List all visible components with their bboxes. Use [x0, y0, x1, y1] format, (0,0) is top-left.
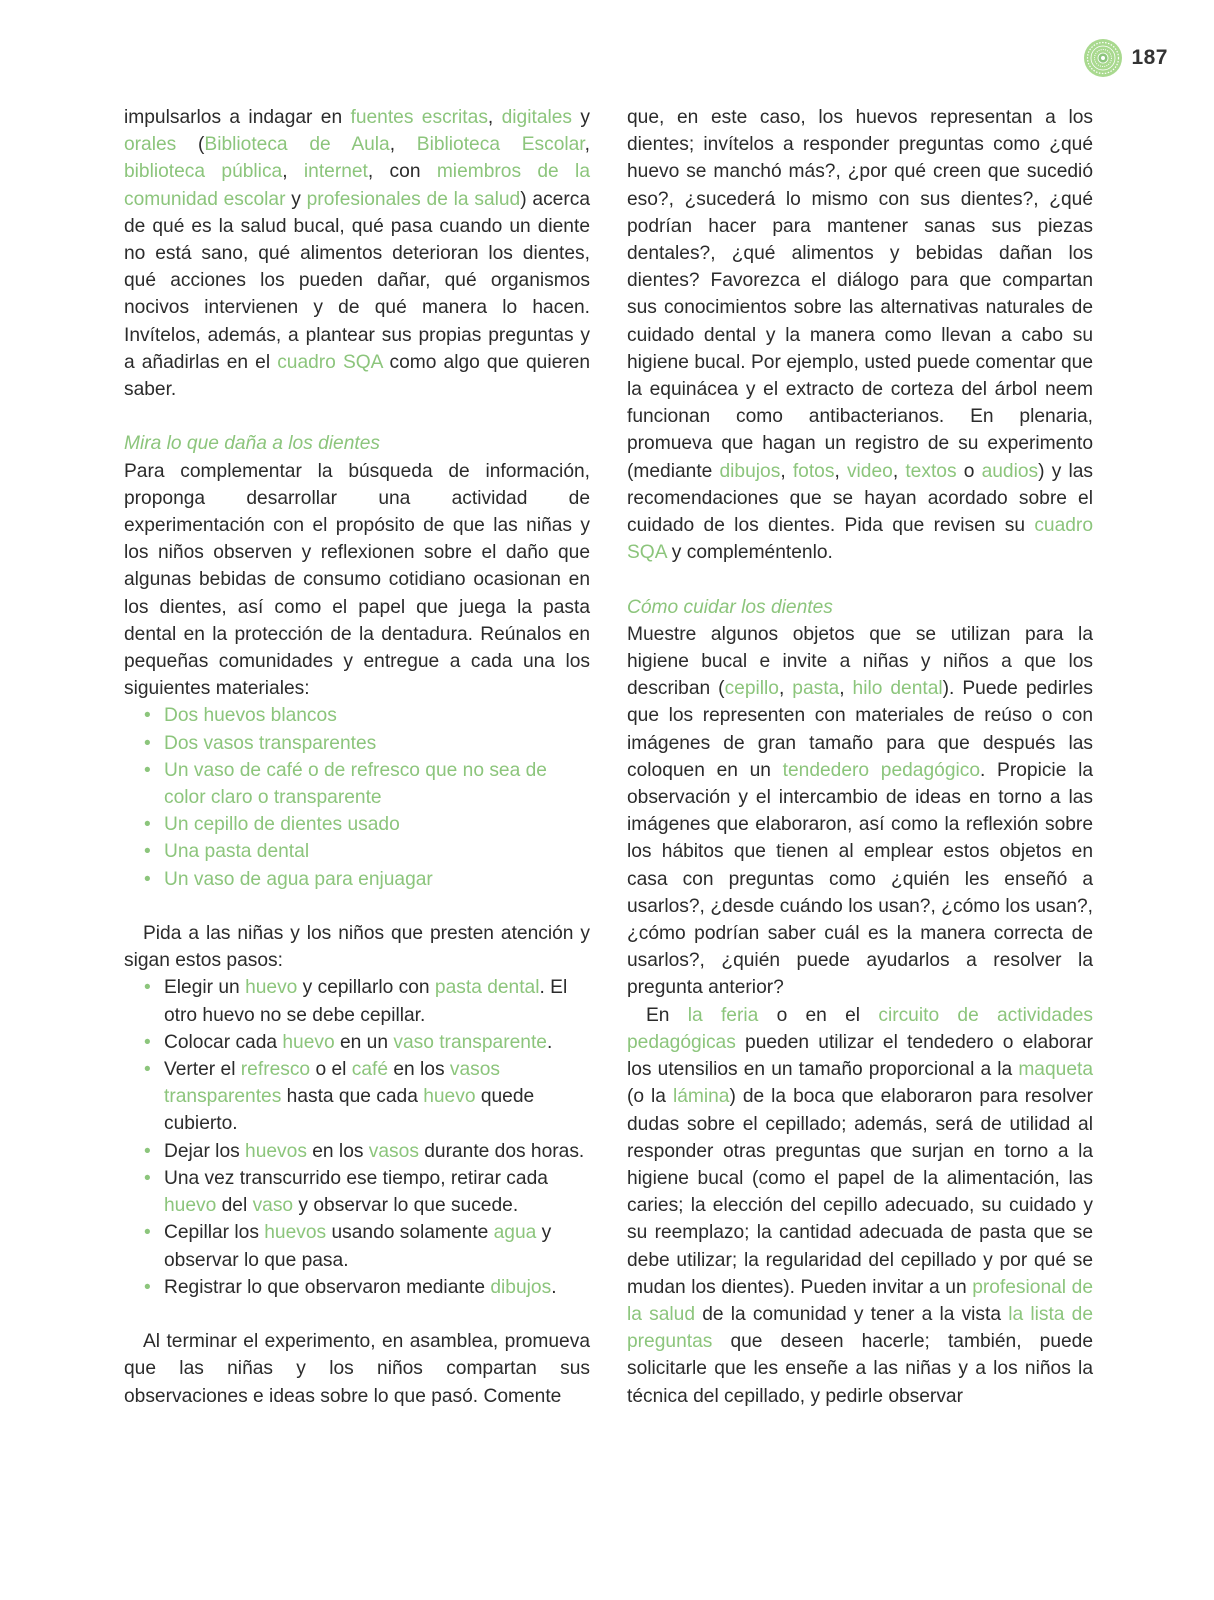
- list-item: [164, 1165, 590, 1219]
- text-run: y compleméntenlo.: [666, 542, 833, 564]
- highlighted-term: huevo: [164, 1195, 217, 1217]
- list-item: • Un vaso de agua para enjuagar: [164, 866, 590, 893]
- text-run: ). Puede pedirles que los representen con materiales de reúso o con imágenes de gran tamaño para que después las coloquen en un: [627, 678, 1094, 781]
- highlighted-term: hilo dental: [852, 678, 943, 700]
- text-run: . Propicie la observación y el intercambio de ideas en torno a las imágenes que elaboraron, así como la reflexión sobre los hábitos que tienen al emplear estos objetos en casa con preguntas como ¿quién les enseñó a usarlos?, ¿desde cuándo los usan?, ¿cómo los usan?, ¿cómo podrían saber cuál es la manera correcta de usarlos?, ¿quién puede ayudarlos a resolver la pregunta anterior?: [627, 759, 1093, 999]
- highlighted-term: vaso: [252, 1195, 294, 1217]
- list-item: [164, 1138, 590, 1165]
- text-run: pueden utilizar el tendedero o elaborar los utensilios en un tamaño proporcional a la: [627, 1031, 1093, 1081]
- text-run: En: [646, 1004, 688, 1026]
- text-run: ,: [389, 134, 417, 156]
- text-run: ,: [834, 460, 847, 482]
- highlighted-term: vasos: [368, 1140, 419, 1162]
- highlighted-term: miembros de la comunidad escolar: [124, 161, 590, 210]
- text-run: Colocar cada: [164, 1031, 283, 1053]
- text-run: Una vez transcurrido ese tiempo, retirar cada: [164, 1167, 548, 1189]
- text-run: y: [572, 107, 590, 128]
- text-run: ,: [282, 161, 304, 183]
- text-run: impulsarlos a indagar en: [124, 107, 351, 128]
- text-run: de la comunidad y tener a la vista: [695, 1303, 1009, 1325]
- paragraph: [124, 458, 590, 703]
- highlighted-term: huevos: [264, 1222, 327, 1244]
- text-run: en un: [334, 1031, 394, 1053]
- text-run: y: [285, 188, 307, 210]
- highlighted-term: Biblioteca Escolar: [416, 134, 585, 156]
- text-run: y observar lo que sucede.: [293, 1195, 519, 1217]
- text-run: o el: [310, 1059, 352, 1081]
- text-run: Cepillar los: [164, 1222, 265, 1244]
- text-run: en los: [306, 1140, 369, 1162]
- text-run: que, en este caso, los huevos representan a los dientes; invítelos a responder preguntas como ¿qué huevo se manchó más?, ¿por qué creen que sucedió eso?, ¿sucederá lo mismo con sus dientes?, ¿qué podrían hacer para mantener sanas sus piezas dentales?, ¿qué alimentos y bebidas dañan los dientes? Favorezca el diálogo para que compartan sus conocimientos sobre las alternativas naturales de cuidado dental y la manera como llevan a cabo su higiene bucal. Por ejemplo, usted puede comentar que la equinácea y el extracto de corteza del árbol neem funcionan como antibacterianos. En plenaria, promueva que hagan un registro de su experimento (mediante: [627, 107, 1093, 482]
- highlighted-term: biblioteca pública: [124, 161, 283, 183]
- text-run: y cepillarlo con: [297, 977, 435, 999]
- highlighted-term: cepillo: [724, 678, 779, 700]
- text-run: .: [546, 1031, 553, 1053]
- highlighted-term: agua: [493, 1222, 537, 1244]
- text-run: Para complementar la búsqueda de información, proponga desarrollar una actividad de experimentación con el propósito de que las niñas y los niños observen y reflexionen sobre el daño que algunas bebidas de consumo cotidiano ocasionan en los dientes, así como el papel que juega la pasta dental en la protección de la dentadura. Reúnalos en pequeñas comunidades y entregue a cada una los siguientes materiales:: [124, 460, 590, 700]
- text-run: o en el: [758, 1004, 879, 1026]
- text-run: Al terminar el experimento, en asamblea, promueva que las niñas y los niños compartan sus observaciones e ideas sobre lo que pasó. Comente: [124, 1331, 590, 1407]
- paragraph: [124, 104, 590, 403]
- text-run: ) y las recomendaciones que se hayan acordado sobre el cuidado de los dientes. Pida que revisen su: [627, 460, 1093, 537]
- text-run: como algo que quieren saber.: [124, 351, 591, 401]
- list-item: [164, 1219, 590, 1273]
- highlighted-term: dibujos: [490, 1276, 552, 1298]
- section-subtitle: Mira lo que daña a los dientes: [124, 433, 380, 455]
- text-run: Elegir un: [164, 977, 246, 999]
- text-run: ,: [584, 134, 590, 156]
- text-run: hasta que cada: [281, 1086, 424, 1108]
- text-run: Dejar los: [164, 1140, 246, 1162]
- highlighted-term: digitales: [501, 107, 573, 128]
- text-run: y observar lo que pasa.: [164, 1222, 552, 1271]
- highlighted-term: la feria: [687, 1004, 759, 1026]
- paragraph: [124, 920, 590, 974]
- list-item: • Un vaso de café o de refresco que no sea de color claro o transparente: [164, 757, 590, 811]
- highlighted-term: cuadro SQA: [627, 515, 1093, 564]
- text-run: , con: [367, 161, 437, 183]
- text-run: (o la: [627, 1086, 673, 1108]
- highlighted-term: café: [351, 1059, 388, 1081]
- materials-list: [124, 702, 590, 892]
- highlighted-term: tendedero pedagógico: [782, 759, 981, 781]
- paragraph: [627, 104, 1093, 566]
- highlighted-term: fotos: [792, 460, 835, 482]
- page-number: 187: [1131, 46, 1168, 69]
- text-run: . El otro huevo no se debe cepillar.: [164, 977, 568, 1026]
- highlighted-term: pasta: [792, 678, 840, 700]
- left-column: [124, 104, 590, 1410]
- paragraph: [627, 621, 1093, 1002]
- text-run: ) de la boca que elaboraron para resolver dudas sobre el cepillado; además, será de utilidad al responder otras preguntas que surjan en torno a la higiene bucal (como el papel de la alimentación, las caries; la elección del cepillo adecuado, su cuidado y su reemplazo; la cantidad adecuada de pasta que se debe utilizar; la regularidad del cepillado y por qué se mudan los dientes). Pueden invitar a un: [627, 1086, 1093, 1298]
- highlighted-term: internet: [303, 161, 368, 183]
- list-item: [164, 1056, 590, 1138]
- highlighted-term: vaso transparente: [393, 1031, 547, 1053]
- text-run: ,: [778, 678, 793, 700]
- list-item: • Dos huevos blancos: [164, 702, 590, 729]
- decorative-seal-icon: [1083, 38, 1123, 78]
- page-header: [1083, 38, 1168, 78]
- text-run: usando solamente: [326, 1222, 494, 1244]
- highlighted-term: vasos transparentes: [164, 1059, 500, 1108]
- text-run: Registrar lo que observaron mediante: [164, 1276, 491, 1298]
- highlighted-term: video: [846, 460, 893, 482]
- text-run: durante dos horas.: [418, 1140, 585, 1162]
- highlighted-term: circuito de actividades pedagógicas: [627, 1004, 1094, 1053]
- text-run: .: [551, 1276, 557, 1298]
- text-run: ,: [780, 460, 793, 482]
- highlighted-term: maqueta: [1018, 1059, 1093, 1081]
- highlighted-term: dibujos: [719, 460, 781, 482]
- text-run: en los: [388, 1059, 450, 1081]
- text-run: o: [956, 460, 982, 482]
- paragraph: [124, 1328, 590, 1410]
- highlighted-term: textos: [905, 460, 957, 482]
- highlighted-term: fuentes escritas: [350, 107, 488, 128]
- text-run: ,: [892, 460, 906, 482]
- text-run: quede cubierto.: [164, 1086, 535, 1135]
- highlighted-term: cuadro SQA: [277, 351, 383, 373]
- highlighted-term: huevos: [245, 1140, 307, 1162]
- highlighted-term: Biblioteca de Aula: [204, 134, 390, 156]
- list-item: [164, 974, 590, 1028]
- list-item: • Una pasta dental: [164, 838, 590, 865]
- highlighted-term: profesionales de la salud: [306, 188, 521, 210]
- steps-list: [124, 974, 590, 1300]
- list-item: [164, 1029, 590, 1056]
- text-run: Muestre algunos objetos que se utilizan para la higiene bucal e invite a niñas y niños a que los describan (: [627, 623, 1093, 700]
- text-run: ,: [839, 678, 853, 700]
- right-column: [627, 104, 1093, 1410]
- highlighted-term: pasta dental: [434, 977, 540, 999]
- text-run: que deseen hacerle; también, puede solicitarle que les enseñe a las niñas y a los niños la técnica del cepillado, y pedirle observar: [627, 1331, 1093, 1407]
- text-run: Pida a las niñas y los niños que presten atención y sigan estos pasos:: [124, 923, 590, 972]
- highlighted-term: huevo: [245, 977, 298, 999]
- list-item: [164, 1274, 590, 1301]
- list-item: • Dos vasos transparentes: [164, 730, 590, 757]
- highlighted-term: lámina: [672, 1086, 730, 1108]
- highlighted-term: la lista de preguntas: [627, 1303, 1093, 1353]
- section-subtitle: Cómo cuidar los dientes: [627, 596, 833, 618]
- paragraph: [627, 1002, 1093, 1410]
- highlighted-term: profesional de la salud: [627, 1276, 1093, 1325]
- highlighted-term: huevo: [282, 1031, 335, 1053]
- highlighted-term: refresco: [240, 1059, 311, 1081]
- text-run: ,: [487, 107, 502, 128]
- text-run: Verter el: [164, 1059, 241, 1081]
- highlighted-term: audios: [981, 460, 1039, 482]
- highlighted-term: orales: [124, 134, 177, 156]
- list-item: • Un cepillo de dientes usado: [164, 811, 590, 838]
- text-run: ) acerca de qué es la salud bucal, qué pasa cuando un diente no está sano, qué alimentos deterioran los dientes, qué acciones los pueden dañar, qué organismos nocivos intervienen y de qué manera lo hacen. Invítelos, además, a plantear sus propias preguntas y a añadirlas en el: [124, 188, 590, 373]
- text-run: (: [176, 134, 205, 156]
- text-run: del: [216, 1195, 253, 1217]
- highlighted-term: huevo: [423, 1086, 476, 1108]
